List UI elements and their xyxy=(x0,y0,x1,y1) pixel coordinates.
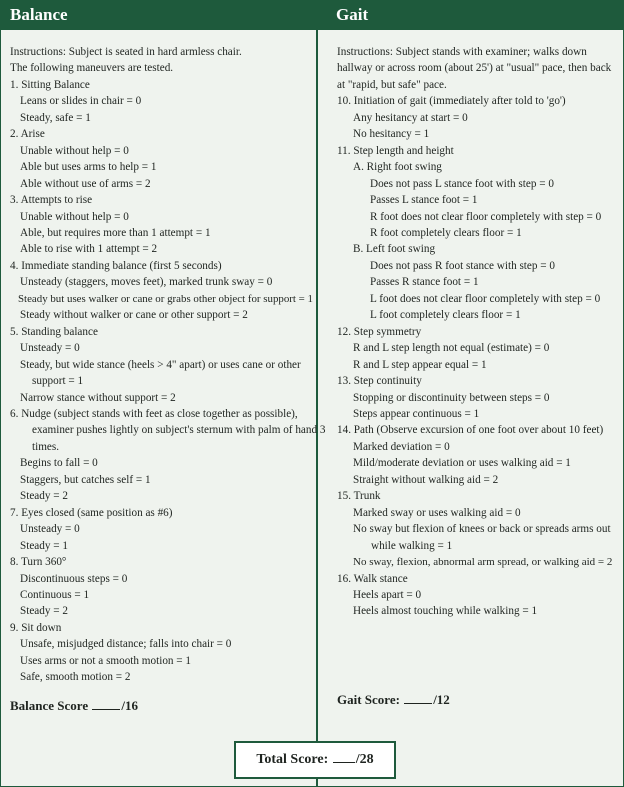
score-option: Begins to fall = 0 xyxy=(20,457,98,470)
score-option: Able without use of arms = 2 xyxy=(20,177,151,190)
score-option: Straight without walking aid = 2 xyxy=(353,473,499,486)
balance-title: Balance xyxy=(10,5,68,24)
item-title: 3. Attempts to rise xyxy=(10,194,93,207)
score-option: Passes R stance foot = 1 xyxy=(370,276,479,289)
score-option: Steady = 1 xyxy=(20,539,68,552)
score-option: Stopping or discontinuity between steps = 0 xyxy=(353,391,550,404)
score-option: Narrow stance without support = 2 xyxy=(20,391,176,404)
score-option: Unable without help = 0 xyxy=(20,210,129,223)
subitem-title: B. Left foot swing xyxy=(353,243,436,256)
score-option: Marked sway or uses walking aid = 0 xyxy=(353,506,521,519)
gait-section xyxy=(337,44,619,620)
item-title: 1. Sitting Balance xyxy=(10,78,90,91)
score-option: R foot does not clear floor completely with step = 0 xyxy=(370,210,602,223)
item-title: 2. Arise xyxy=(10,128,45,141)
score-option: Steady but uses walker or cane or grabs other object for support = 1 xyxy=(18,292,313,305)
score-option: Able to rise with 1 attempt = 2 xyxy=(20,243,158,256)
score-option: R foot completely clears floor = 1 xyxy=(370,226,522,239)
score-option: Unsteady (staggers, moves feet), marked trunk sway = 0 xyxy=(20,276,273,289)
balance-score xyxy=(10,697,138,714)
score-option: Does not pass R foot stance with step = 0 xyxy=(370,259,555,272)
subitem-title: A. Right foot swing xyxy=(353,161,442,174)
item-title: 11. Step length and height xyxy=(337,144,454,157)
score-option: R and L step appear equal = 1 xyxy=(353,358,487,371)
item-title: 13. Step continuity xyxy=(337,375,422,388)
total-score-blank[interactable] xyxy=(333,750,355,763)
score-option: Heels apart = 0 xyxy=(353,588,422,601)
balance-score-max: /16 xyxy=(121,698,138,713)
score-option: Passes L stance foot = 1 xyxy=(370,194,478,207)
score-option: Unable without help = 0 xyxy=(20,144,129,157)
score-option: Mild/moderate deviation or uses walking aid = 1 xyxy=(353,457,571,470)
balance-score-blank[interactable] xyxy=(92,697,120,710)
score-option: Uses arms or not a smooth motion = 1 xyxy=(20,654,192,667)
score-option: Leans or slides in chair = 0 xyxy=(20,95,142,108)
score-option: R and L step length not equal (estimate) = 0 xyxy=(353,342,550,355)
total-score-max: /28 xyxy=(355,752,374,767)
item-title: 14. Path (Observe excursion of one foot over about 10 feet) xyxy=(337,424,604,437)
item-title: 16. Walk stance xyxy=(337,572,408,585)
score-option: No sway but flexion of knees or back or spreads arms out while walking = 1 xyxy=(353,523,611,552)
gait-title: Gait xyxy=(336,5,369,24)
gait-score xyxy=(337,691,450,708)
score-option-text: Steady, but wide stance (heels > 4" apart) or uses cane or other support = 1 xyxy=(20,358,301,388)
score-option: Steady without walker or cane or other support = 2 xyxy=(20,309,248,322)
score-option: Unsteady = 0 xyxy=(20,523,80,536)
item-title: 5. Standing balance xyxy=(10,325,98,338)
score-option: Unsteady = 0 xyxy=(20,342,80,355)
score-option: L foot does not clear floor completely with step = 0 xyxy=(370,292,601,305)
item-title: 12. Step symmetry xyxy=(337,325,422,338)
gait-instructions: Instructions: Subject stands with examiner; walks down hallway or across room (about 25') at "usual" pace, then back at "rapid, but safe" pace. xyxy=(337,46,612,91)
gait-score-blank[interactable] xyxy=(404,691,432,704)
score-option: Does not pass L stance foot with step = 0 xyxy=(370,177,554,190)
balance-instructions: Instructions: Subject is seated in hard armless chair. xyxy=(10,46,242,58)
item-title: 6. Nudge (subject stands with feet as close together as possible), examiner pushes lightly on subject's sternum with palm of hand 3 times. xyxy=(10,407,326,453)
balance-score-label: Balance Score xyxy=(10,698,89,713)
score-option: Unsafe, misjudged distance; falls into chair = 0 xyxy=(20,638,232,651)
score-option: Able, but requires more than 1 attempt = 1 xyxy=(20,226,211,239)
score-option: Steady, safe = 1 xyxy=(20,111,91,124)
item-title: 8. Turn 360° xyxy=(10,556,67,569)
score-option: Staggers, but catches self = 1 xyxy=(20,473,151,486)
column-divider xyxy=(316,0,318,787)
item-title: 15. Trunk xyxy=(337,490,381,503)
score-option: No hesitancy = 1 xyxy=(353,128,430,141)
score-option: Safe, smooth motion = 2 xyxy=(20,671,131,684)
score-option: Steady = 2 xyxy=(20,490,68,503)
score-option xyxy=(10,357,310,390)
total-score-box xyxy=(234,741,396,779)
score-option: Marked deviation = 0 xyxy=(353,440,450,453)
score-option: No sway, flexion, abnormal arm spread, or walking aid = 2 xyxy=(353,556,613,569)
balance-header xyxy=(0,0,316,30)
score-option: Any hesitancy at start = 0 xyxy=(353,111,468,124)
score-option: Heels almost touching while walking = 1 xyxy=(353,605,538,618)
item-title: 4. Immediate standing balance (first 5 seconds) xyxy=(10,259,222,272)
gait-header xyxy=(318,0,624,30)
item-title: 9. Sit down xyxy=(10,621,62,634)
item-title: 10. Initiation of gait (immediately after told to 'go') xyxy=(337,95,566,108)
score-option: Able but uses arms to help = 1 xyxy=(20,161,157,174)
score-option: L foot completely clears floor = 1 xyxy=(370,309,521,322)
item-title: 7. Eyes closed (same position as #6) xyxy=(10,506,173,519)
score-option: Steady = 2 xyxy=(20,605,68,618)
score-option: Continuous = 1 xyxy=(20,588,90,601)
balance-section xyxy=(10,44,326,686)
total-score-label: Total Score: xyxy=(256,752,329,767)
score-option: Steps appear continuous = 1 xyxy=(353,407,480,420)
gait-score-max: /12 xyxy=(433,692,450,707)
score-option: Discontinuous steps = 0 xyxy=(20,572,128,585)
balance-instructions-2: The following maneuvers are tested. xyxy=(10,62,174,75)
gait-score-label: Gait Score: xyxy=(337,692,400,707)
